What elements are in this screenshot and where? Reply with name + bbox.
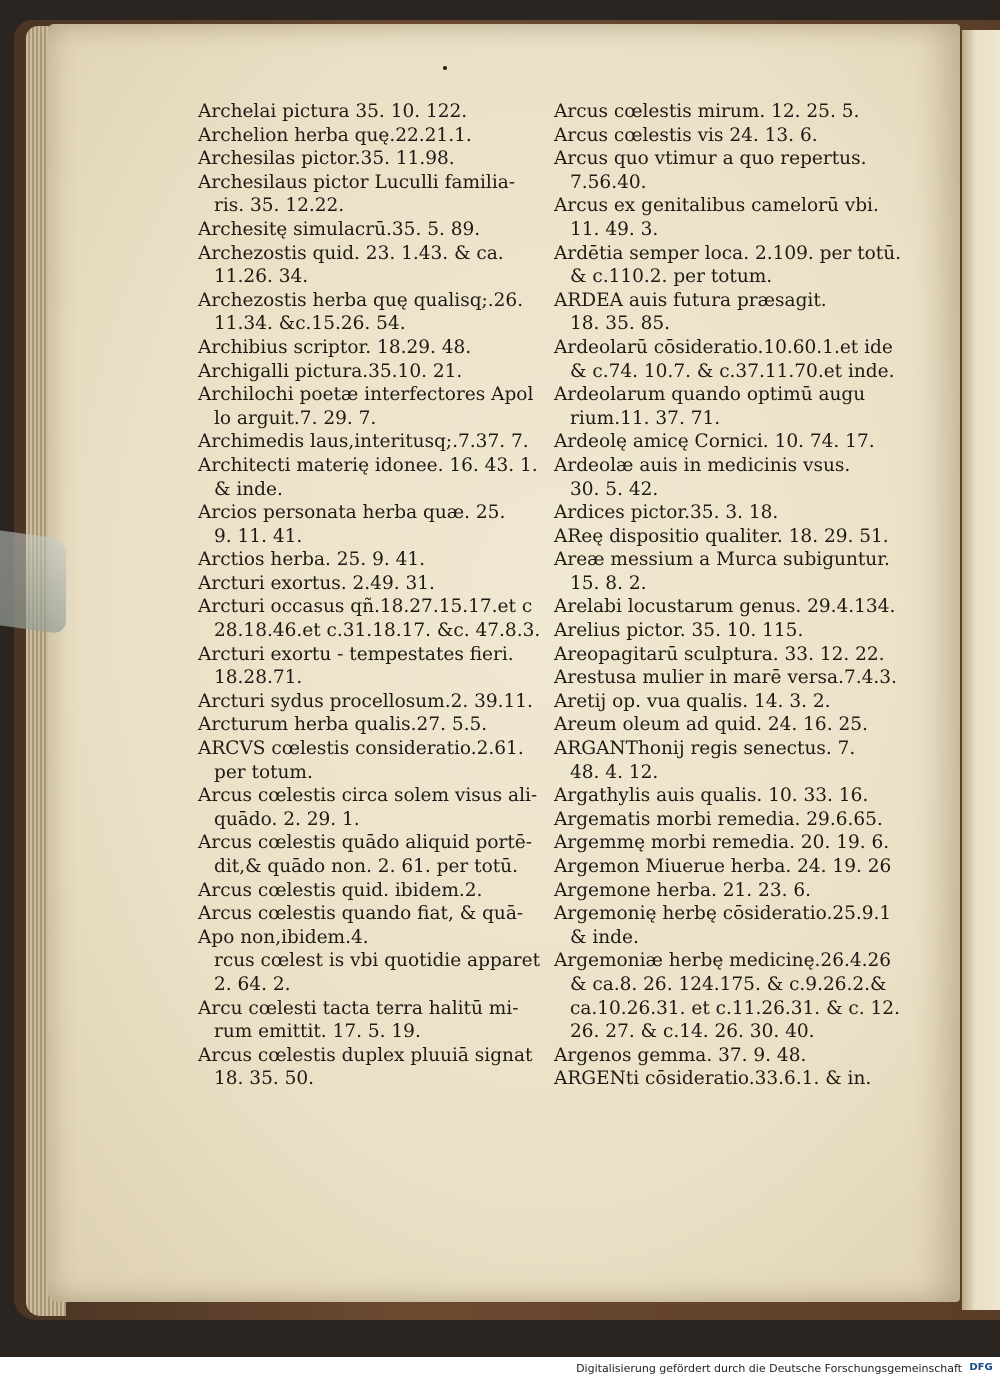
index-entry-line: Apo non,ibidem.4.	[198, 926, 369, 948]
index-entry-line: Arcturi exortus. 2.49. 31.	[198, 572, 435, 594]
index-entry-line: Ardeolæ auis in medicinis vsus.	[554, 454, 851, 476]
index-column-right	[554, 100, 902, 1091]
index-entry-line: Archesitę simulacrū.35. 5. 89.	[198, 218, 481, 240]
index-entry-line: Argemonię herbę cōsideratio.25.9.1	[554, 903, 892, 925]
index-entry-line: 2. 64. 2.	[214, 973, 291, 995]
index-entry-line: rum emittit. 17. 5. 19.	[214, 1021, 421, 1043]
page-mark	[443, 66, 447, 70]
index-entry-line: 30. 5. 42.	[570, 478, 659, 500]
index-entry-line: 11. 49. 3.	[570, 218, 659, 240]
index-entry-line: Arcus cœlestis quādo aliquid portē-	[198, 832, 532, 854]
index-entry-line: ARDEA auis futura præsagit.	[554, 289, 827, 311]
index-entry-line: 7.56.40.	[570, 171, 647, 193]
index-entry-line: lo arguit.7. 29. 7.	[214, 407, 377, 429]
index-entry-line: & inde.	[214, 478, 283, 500]
index-entry-line: ris. 35. 12.22.	[214, 195, 345, 217]
index-entry-line: Aretij op. vua qualis. 14. 3. 2.	[554, 690, 831, 712]
index-entry-line: Ardeolarū cōsideratio.10.60.1.et ide	[554, 336, 893, 358]
index-entry-line: 28.18.46.et c.31.18.17. &c. 47.8.3.	[214, 620, 541, 642]
index-entry-line: Arcturi exortu - tempestates fieri.	[198, 643, 514, 665]
index-entry-line: Arelabi locustarum genus. 29.4.134.	[554, 596, 896, 618]
index-entry-line: & c.110.2. per totum.	[570, 266, 773, 288]
index-entry-line: Arcus cœlestis circa solem visus ali-	[198, 785, 538, 807]
index-entry-line: Ardētia semper loca. 2.109. per totū.	[554, 242, 902, 264]
index-entry-line: Arelius pictor. 35. 10. 115.	[554, 620, 804, 642]
index-entry-line: Argemone herba. 21. 23. 6.	[554, 879, 812, 901]
index-entry-line: Archilochi poetæ interfectores Apol	[198, 384, 534, 406]
index-entry-line: & inde.	[570, 926, 639, 948]
index-entry-line: & c.74. 10.7. & c.37.11.70.et inde.	[570, 360, 895, 382]
index-entry-line: Arcus quo vtimur a quo repertus.	[554, 148, 867, 170]
index-entry-line: Arcturi sydus procellosum.2. 39.11.	[198, 690, 533, 712]
index-entry-line: Argemon Miuerue herba. 24. 19. 26	[554, 856, 892, 877]
index-entry-line: Arcus cœlestis vis 24. 13. 6.	[554, 124, 818, 146]
index-entry-line: Arcios personata herba quæ. 25.	[198, 502, 506, 524]
index-entry-line: Arcus ex genitalibus camelorū vbi.	[554, 195, 879, 217]
index-entry-line: Ardeolarum quando optimū augu	[554, 384, 866, 406]
index-entry-line: Archelai pictura 35. 10. 122.	[198, 101, 468, 122]
index-entry-line: Areopagitarū sculptura. 33. 12. 22.	[554, 643, 885, 665]
index-entry-line: rcus cœlest is vbi quotidie apparet	[214, 950, 541, 972]
index-entry-line: Archesilas pictor.35. 11.98.	[198, 148, 455, 170]
footer-credit: Digitalisierung gefördert durch die Deutsche Forschungsgemeinschaft	[576, 1362, 962, 1375]
index-entry-line: quādo. 2. 29. 1.	[214, 808, 360, 830]
index-entry-line: Archelion herba quę.22.21.1.	[198, 124, 472, 146]
index-entry-line: 18. 35. 85.	[570, 313, 671, 335]
facing-page	[962, 30, 1000, 1310]
index-entry-line: per totum.	[214, 761, 313, 783]
index-entry-line: & ca.8. 26. 124.175. & c.9.26.2.&	[570, 973, 887, 995]
index-entry-line: Arcus cœlestis duplex pluuiā signat	[198, 1044, 533, 1066]
index-entry-line: Arctios herba. 25. 9. 41.	[198, 549, 426, 571]
index-entry-line: AReę dispositio qualiter. 18. 29. 51.	[554, 525, 889, 547]
index-entry-line: 11.34. &c.15.26. 54.	[214, 313, 406, 335]
index-entry-line: ARGANThonij regis senectus. 7.	[554, 738, 856, 760]
index-entry-line: Archesilaus pictor Luculli familia-	[198, 171, 516, 193]
index-entry-line: 15. 8. 2.	[570, 572, 647, 594]
index-entry-line: Ardeolę amicę Cornici. 10. 74. 17.	[554, 431, 875, 453]
index-entry-line: Arcu cœlesti tacta terra halitū mi-	[198, 997, 519, 1019]
index-entry-line: ARGENti cōsideratio.33.6.1. & in.	[554, 1068, 872, 1090]
index-entry-line: Argemmę morbi remedia. 20. 19. 6.	[554, 832, 890, 854]
dfg-logo: DFG	[969, 1362, 993, 1373]
index-entry-line: Areæ messium a Murca subiguntur.	[554, 549, 890, 571]
index-entry-line: Archimedis laus,interitusq;.7.37. 7.	[198, 431, 529, 453]
index-entry-line: Argematis morbi remedia. 29.6.65.	[554, 808, 883, 830]
index-entry-line: Arcus cœlestis quando fiat, & quā-	[198, 903, 524, 925]
index-entry-line: 18. 35. 50.	[214, 1068, 315, 1090]
index-entry-line: Argathylis auis qualis. 10. 33. 16.	[554, 785, 869, 807]
index-entry-line: 11.26. 34.	[214, 266, 309, 288]
index-entry-line: 48. 4. 12.	[570, 761, 659, 783]
index-entry-line: Arcturi occasus qñ.18.27.15.17.et c	[198, 596, 533, 618]
index-entry-line: Argemoniæ herbę medicinę.26.4.26	[554, 950, 892, 972]
index-entry-line: Argenos gemma. 37. 9. 48.	[554, 1044, 807, 1066]
index-entry-line: Architecti materię idonee. 16. 43. 1.	[198, 454, 538, 476]
index-entry-line: 9. 11. 41.	[214, 525, 303, 547]
index-entry-line: 18.28.71.	[214, 667, 303, 689]
index-entry-line: ca.10.26.31. et c.11.26.31. & c. 12.	[570, 997, 900, 1019]
index-entry-line: Arcus cœlestis quid. ibidem.2.	[198, 879, 483, 901]
index-entry-line: 26. 27. & c.14. 26. 30. 40.	[570, 1021, 815, 1043]
index-entry-line: Arcus cœlestis mirum. 12. 25. 5.	[554, 101, 860, 122]
index-entry-line: Arestusa mulier in marē versa.7.4.3.	[554, 667, 897, 689]
bookmark-strip	[0, 530, 66, 634]
index-entry-line: dit,& quādo non. 2. 61. per totū.	[214, 856, 518, 877]
index-entry-line: rium.11. 37. 71.	[570, 407, 721, 429]
index-entry-line: Archibius scriptor. 18.29. 48.	[198, 336, 472, 358]
index-entry-line: Archezostis quid. 23. 1.43. & ca.	[198, 242, 504, 264]
index-entry-line: Arcturum herba qualis.27. 5.5.	[198, 714, 488, 736]
index-column-left	[198, 100, 541, 1091]
index-entry-line: Archezostis herba quę qualisq;.26.	[198, 289, 524, 311]
index-entry-line: ARCVS cœlestis consideratio.2.61.	[198, 738, 524, 760]
index-entry-line: Archigalli pictura.35.10. 21.	[198, 360, 463, 382]
index-entry-line: Areum oleum ad quid. 24. 16. 25.	[554, 714, 868, 736]
index-entry-line: Ardices pictor.35. 3. 18.	[554, 502, 779, 524]
